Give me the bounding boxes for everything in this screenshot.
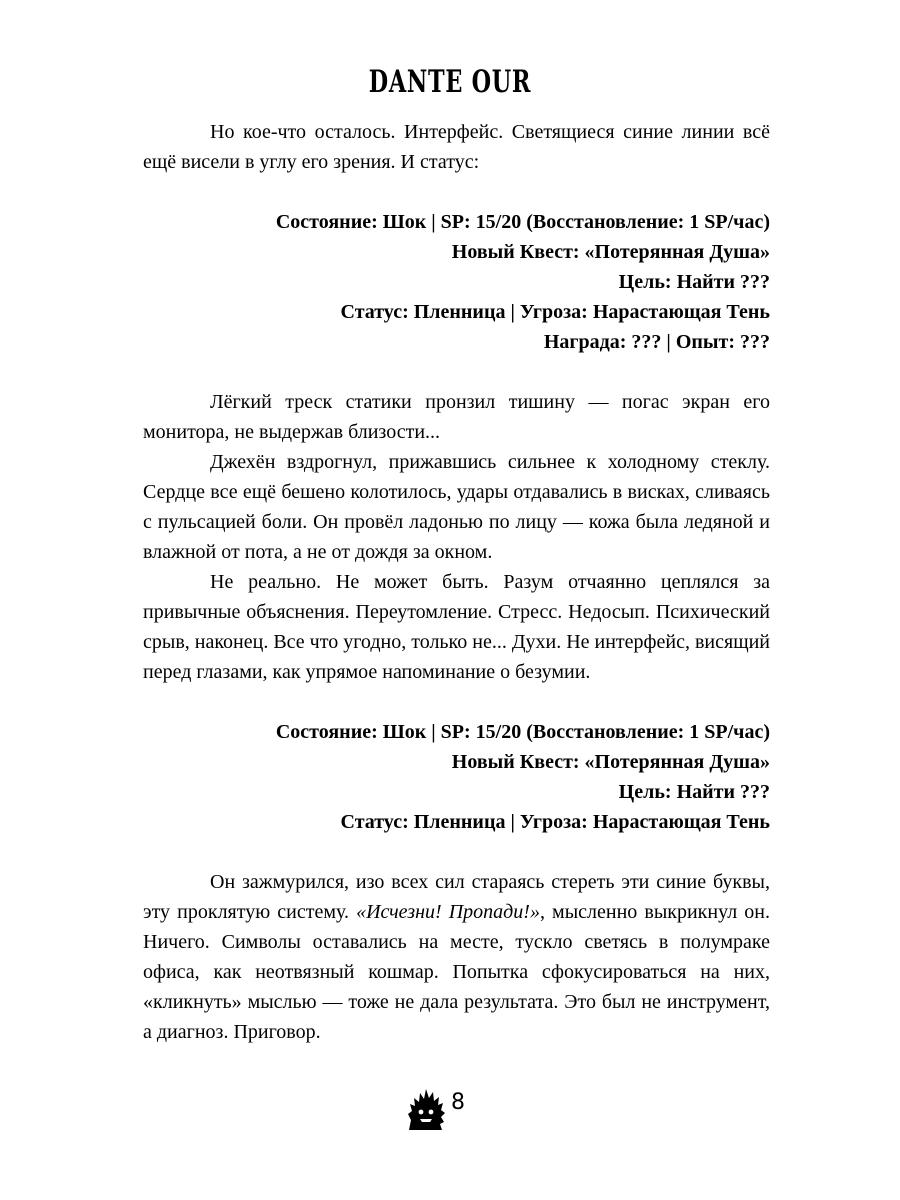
status-block-1 bbox=[143, 207, 770, 357]
status-line-state: Состояние: Шок | SP: 15/20 (Восстановление: 1 SP/час) bbox=[275, 721, 770, 743]
spacer bbox=[143, 837, 770, 867]
creature-silhouette-icon bbox=[406, 1084, 446, 1132]
running-header-title: DANTE OUR bbox=[368, 64, 532, 100]
status-line-quest: Новый Квест: «Потерянная Душа» bbox=[451, 241, 770, 263]
page-number: 8 bbox=[451, 1090, 465, 1115]
status-block-2 bbox=[143, 717, 770, 837]
paragraph-5-part-2: , мысленно выкрикнул он. Ничего. Символы оставались на месте, тускло светясь в полумраке офиса, как неотвязный кошмар. Попытка сфокусироваться на них, «кликнуть» мыслью — тоже не дала результата. Это был не инструмент, а диагноз. Приговор. bbox=[143, 901, 770, 1043]
paragraph-4: Не реально. Не может быть. Разум отчаянно цеплялся за привычные объяснения. Переутомление. Стресс. Недосып. Психический срыв, наконец. Все что угодно, только не... Духи. Не интерфейс, висящий перед глазами, как упрямое напоминание о безумии. bbox=[143, 571, 770, 683]
spacer bbox=[143, 177, 770, 207]
status-line-state: Состояние: Шок | SP: 15/20 (Восстановление: 1 SP/час) bbox=[275, 211, 770, 233]
paragraph-3: Джехён вздрогнул, прижавшись сильнее к холодному стеклу. Сердце все ещё бешено колотилось, удары отдавались в висках, сливаясь с пульсацией боли. Он провёл ладонью по лицу — кожа была ледяной и влажной от пота, а не от дождя за окном. bbox=[143, 451, 770, 563]
paragraph-5 bbox=[143, 867, 770, 1047]
spacer bbox=[143, 357, 770, 387]
paragraph-5-part-1: Он зажмурился, изо всех сил стараясь стереть эти синие буквы, эту проклятую систему. bbox=[143, 871, 770, 923]
status-line-quest: Новый Квест: «Потерянная Душа» bbox=[451, 751, 770, 773]
status-line-status: Статус: Пленница | Угроза: Нарастающая Тень bbox=[340, 301, 770, 323]
status-line-status: Статус: Пленница | Угроза: Нарастающая Тень bbox=[340, 811, 770, 833]
page-body bbox=[143, 117, 770, 1047]
paragraph-2: Лёгкий треск статики пронзил тишину — погас экран его монитора, не выдержав близости... bbox=[143, 391, 770, 443]
status-line-reward: Награда: ??? | Опыт: ??? bbox=[543, 331, 770, 353]
paragraph-1: Но кое-что осталось. Интерфейс. Светящиеся синие линии всё ещё висели в углу его зрения. И статус: bbox=[143, 121, 770, 173]
page-footer bbox=[0, 1084, 900, 1134]
paragraph-5-italic-exclamation: «Исчезни! Пропади!» bbox=[356, 901, 540, 923]
status-line-goal: Цель: Найти ??? bbox=[618, 271, 770, 293]
status-line-goal: Цель: Найти ??? bbox=[618, 781, 770, 803]
spacer bbox=[143, 687, 770, 717]
